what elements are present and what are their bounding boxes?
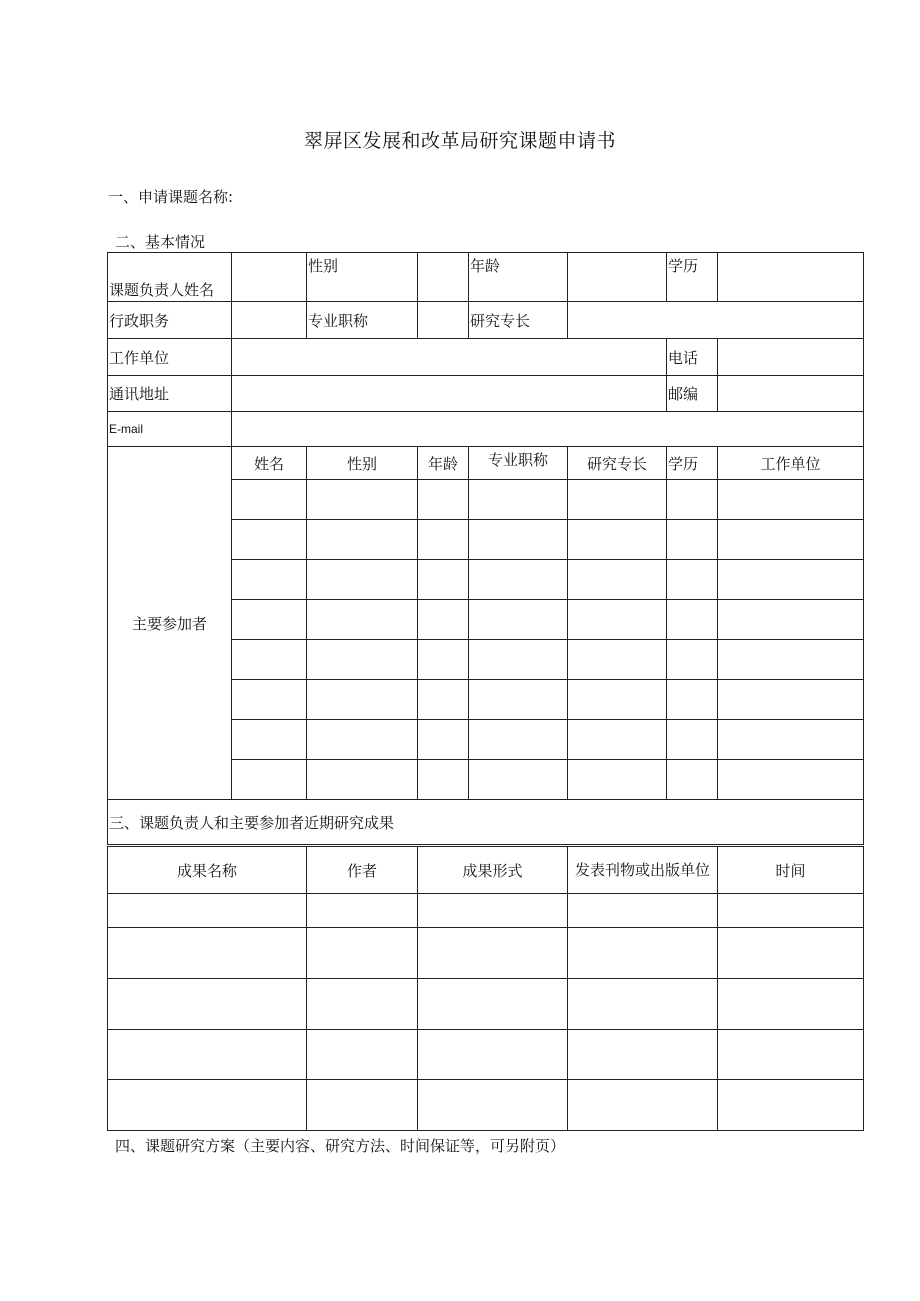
- participant-cell[interactable]: [307, 600, 418, 640]
- result-cell[interactable]: [418, 979, 568, 1030]
- phone-label: 电话: [667, 339, 718, 376]
- address-label: 通讯地址: [108, 376, 232, 412]
- results-header-form: 成果形式: [418, 847, 568, 894]
- results-table: [107, 846, 864, 1131]
- participant-cell[interactable]: [469, 480, 568, 520]
- specialty-input[interactable]: [568, 302, 864, 339]
- participants-header-specialty: 研究专长: [568, 447, 667, 480]
- participant-cell[interactable]: [232, 560, 307, 600]
- result-cell[interactable]: [418, 928, 568, 979]
- title-label: 专业职称: [307, 302, 418, 339]
- participants-header-education: 学历: [667, 447, 718, 480]
- result-cell[interactable]: [108, 1030, 307, 1080]
- result-cell[interactable]: [718, 979, 864, 1030]
- result-cell[interactable]: [418, 1080, 568, 1131]
- participant-cell[interactable]: [418, 560, 469, 600]
- gender-input[interactable]: [418, 253, 469, 302]
- result-cell[interactable]: [568, 928, 718, 979]
- participant-cell[interactable]: [307, 480, 418, 520]
- participant-cell[interactable]: [232, 520, 307, 560]
- participants-header-name: 姓名: [232, 447, 307, 480]
- result-cell[interactable]: [108, 1080, 307, 1131]
- participant-cell[interactable]: [469, 760, 568, 800]
- result-cell[interactable]: [108, 894, 307, 928]
- participant-cell[interactable]: [667, 480, 718, 520]
- participant-cell[interactable]: [307, 560, 418, 600]
- work-unit-input[interactable]: [232, 339, 667, 376]
- specialty-label: 研究专长: [469, 302, 568, 339]
- results-header-name: 成果名称: [108, 847, 307, 894]
- participant-cell[interactable]: [232, 720, 307, 760]
- participant-cell[interactable]: [232, 760, 307, 800]
- participant-cell[interactable]: [418, 680, 469, 720]
- position-input[interactable]: [232, 302, 307, 339]
- participant-cell[interactable]: [469, 600, 568, 640]
- position-label: 行政职务: [108, 302, 232, 339]
- participant-cell[interactable]: [232, 640, 307, 680]
- leader-name-label: 课题负责人姓名: [108, 253, 232, 302]
- section-4-heading: 四、课题研究方案（主要内容、研究方法、时间保证等，可另附页）: [115, 1137, 566, 1155]
- participant-cell[interactable]: [568, 520, 667, 560]
- participant-cell[interactable]: [469, 640, 568, 680]
- section-2-heading: 二、基本情况: [115, 233, 206, 251]
- participant-cell[interactable]: [568, 640, 667, 680]
- participant-cell[interactable]: [718, 600, 864, 640]
- participants-label: 主要参加者: [108, 447, 232, 800]
- result-cell[interactable]: [718, 928, 864, 979]
- participant-cell[interactable]: [469, 680, 568, 720]
- participant-cell[interactable]: [718, 520, 864, 560]
- participants-header-title: 专业职称: [469, 447, 568, 480]
- section-3-heading: 三、课题负责人和主要参加者近期研究成果: [108, 800, 864, 845]
- participant-cell[interactable]: [718, 720, 864, 760]
- participant-cell[interactable]: [718, 560, 864, 600]
- participant-cell[interactable]: [667, 640, 718, 680]
- participant-cell[interactable]: [718, 480, 864, 520]
- participant-cell[interactable]: [568, 480, 667, 520]
- result-row: [108, 894, 864, 928]
- participant-cell[interactable]: [718, 680, 864, 720]
- participant-cell[interactable]: [568, 680, 667, 720]
- result-cell[interactable]: [718, 894, 864, 928]
- postcode-label: 邮编: [667, 376, 718, 412]
- age-label: 年龄: [469, 253, 568, 302]
- result-cell[interactable]: [307, 928, 418, 979]
- participant-cell[interactable]: [307, 760, 418, 800]
- work-unit-label: 工作单位: [108, 339, 232, 376]
- participant-cell[interactable]: [667, 600, 718, 640]
- participants-header-gender: 性别: [307, 447, 418, 480]
- participant-cell[interactable]: [307, 640, 418, 680]
- participant-cell[interactable]: [307, 720, 418, 760]
- participant-cell[interactable]: [232, 600, 307, 640]
- email-label: E-mail: [108, 412, 232, 447]
- result-cell[interactable]: [307, 894, 418, 928]
- gender-label: 性别: [307, 253, 418, 302]
- participant-cell[interactable]: [568, 560, 667, 600]
- age-input[interactable]: [568, 253, 667, 302]
- participant-cell[interactable]: [667, 560, 718, 600]
- result-cell[interactable]: [307, 979, 418, 1030]
- participant-cell[interactable]: [667, 680, 718, 720]
- result-cell[interactable]: [108, 979, 307, 1030]
- participant-cell[interactable]: [568, 720, 667, 760]
- result-cell[interactable]: [718, 1080, 864, 1131]
- result-cell[interactable]: [568, 894, 718, 928]
- address-input[interactable]: [232, 376, 667, 412]
- results-header-author: 作者: [307, 847, 418, 894]
- participants-header-unit: 工作单位: [718, 447, 864, 480]
- result-row: [108, 1080, 864, 1131]
- participants-header-age: 年龄: [418, 447, 469, 480]
- education-label: 学历: [667, 253, 718, 302]
- participant-cell[interactable]: [469, 720, 568, 760]
- result-cell[interactable]: [307, 1030, 418, 1080]
- page-title: 翠屏区发展和改革局研究课题申请书: [303, 130, 616, 152]
- participant-cell[interactable]: [568, 760, 667, 800]
- section-1-heading: 一、申请课题名称:: [108, 188, 234, 206]
- result-row: [108, 928, 864, 979]
- participant-cell[interactable]: [232, 480, 307, 520]
- result-row: [108, 1030, 864, 1080]
- basic-info-table: [107, 252, 864, 845]
- results-header-time: 时间: [718, 847, 864, 894]
- result-cell[interactable]: [307, 1080, 418, 1131]
- leader-name-input[interactable]: [232, 253, 307, 302]
- participant-cell[interactable]: [469, 560, 568, 600]
- result-cell[interactable]: [418, 1030, 568, 1080]
- email-input[interactable]: [232, 412, 864, 447]
- participant-cell[interactable]: [469, 520, 568, 560]
- result-cell[interactable]: [568, 1030, 718, 1080]
- result-cell[interactable]: [108, 928, 307, 979]
- participant-cell[interactable]: [307, 520, 418, 560]
- result-cell[interactable]: [568, 1080, 718, 1131]
- education-input[interactable]: [718, 253, 864, 302]
- postcode-input[interactable]: [718, 376, 864, 412]
- participant-cell[interactable]: [418, 520, 469, 560]
- participant-cell[interactable]: [568, 600, 667, 640]
- result-cell[interactable]: [418, 894, 568, 928]
- participant-cell[interactable]: [418, 480, 469, 520]
- participant-cell[interactable]: [667, 760, 718, 800]
- result-row: [108, 979, 864, 1030]
- participant-cell[interactable]: [418, 720, 469, 760]
- participant-cell[interactable]: [307, 680, 418, 720]
- participant-cell[interactable]: [418, 640, 469, 680]
- participant-cell[interactable]: [718, 640, 864, 680]
- participant-cell[interactable]: [667, 520, 718, 560]
- participant-cell[interactable]: [667, 720, 718, 760]
- participant-cell[interactable]: [418, 760, 469, 800]
- participant-cell[interactable]: [718, 760, 864, 800]
- title-input[interactable]: [418, 302, 469, 339]
- result-cell[interactable]: [568, 979, 718, 1030]
- phone-input[interactable]: [718, 339, 864, 376]
- result-cell[interactable]: [718, 1030, 864, 1080]
- results-header-publisher: 发表刊物或出版单位: [568, 847, 718, 894]
- participant-cell[interactable]: [418, 600, 469, 640]
- participant-cell[interactable]: [232, 680, 307, 720]
